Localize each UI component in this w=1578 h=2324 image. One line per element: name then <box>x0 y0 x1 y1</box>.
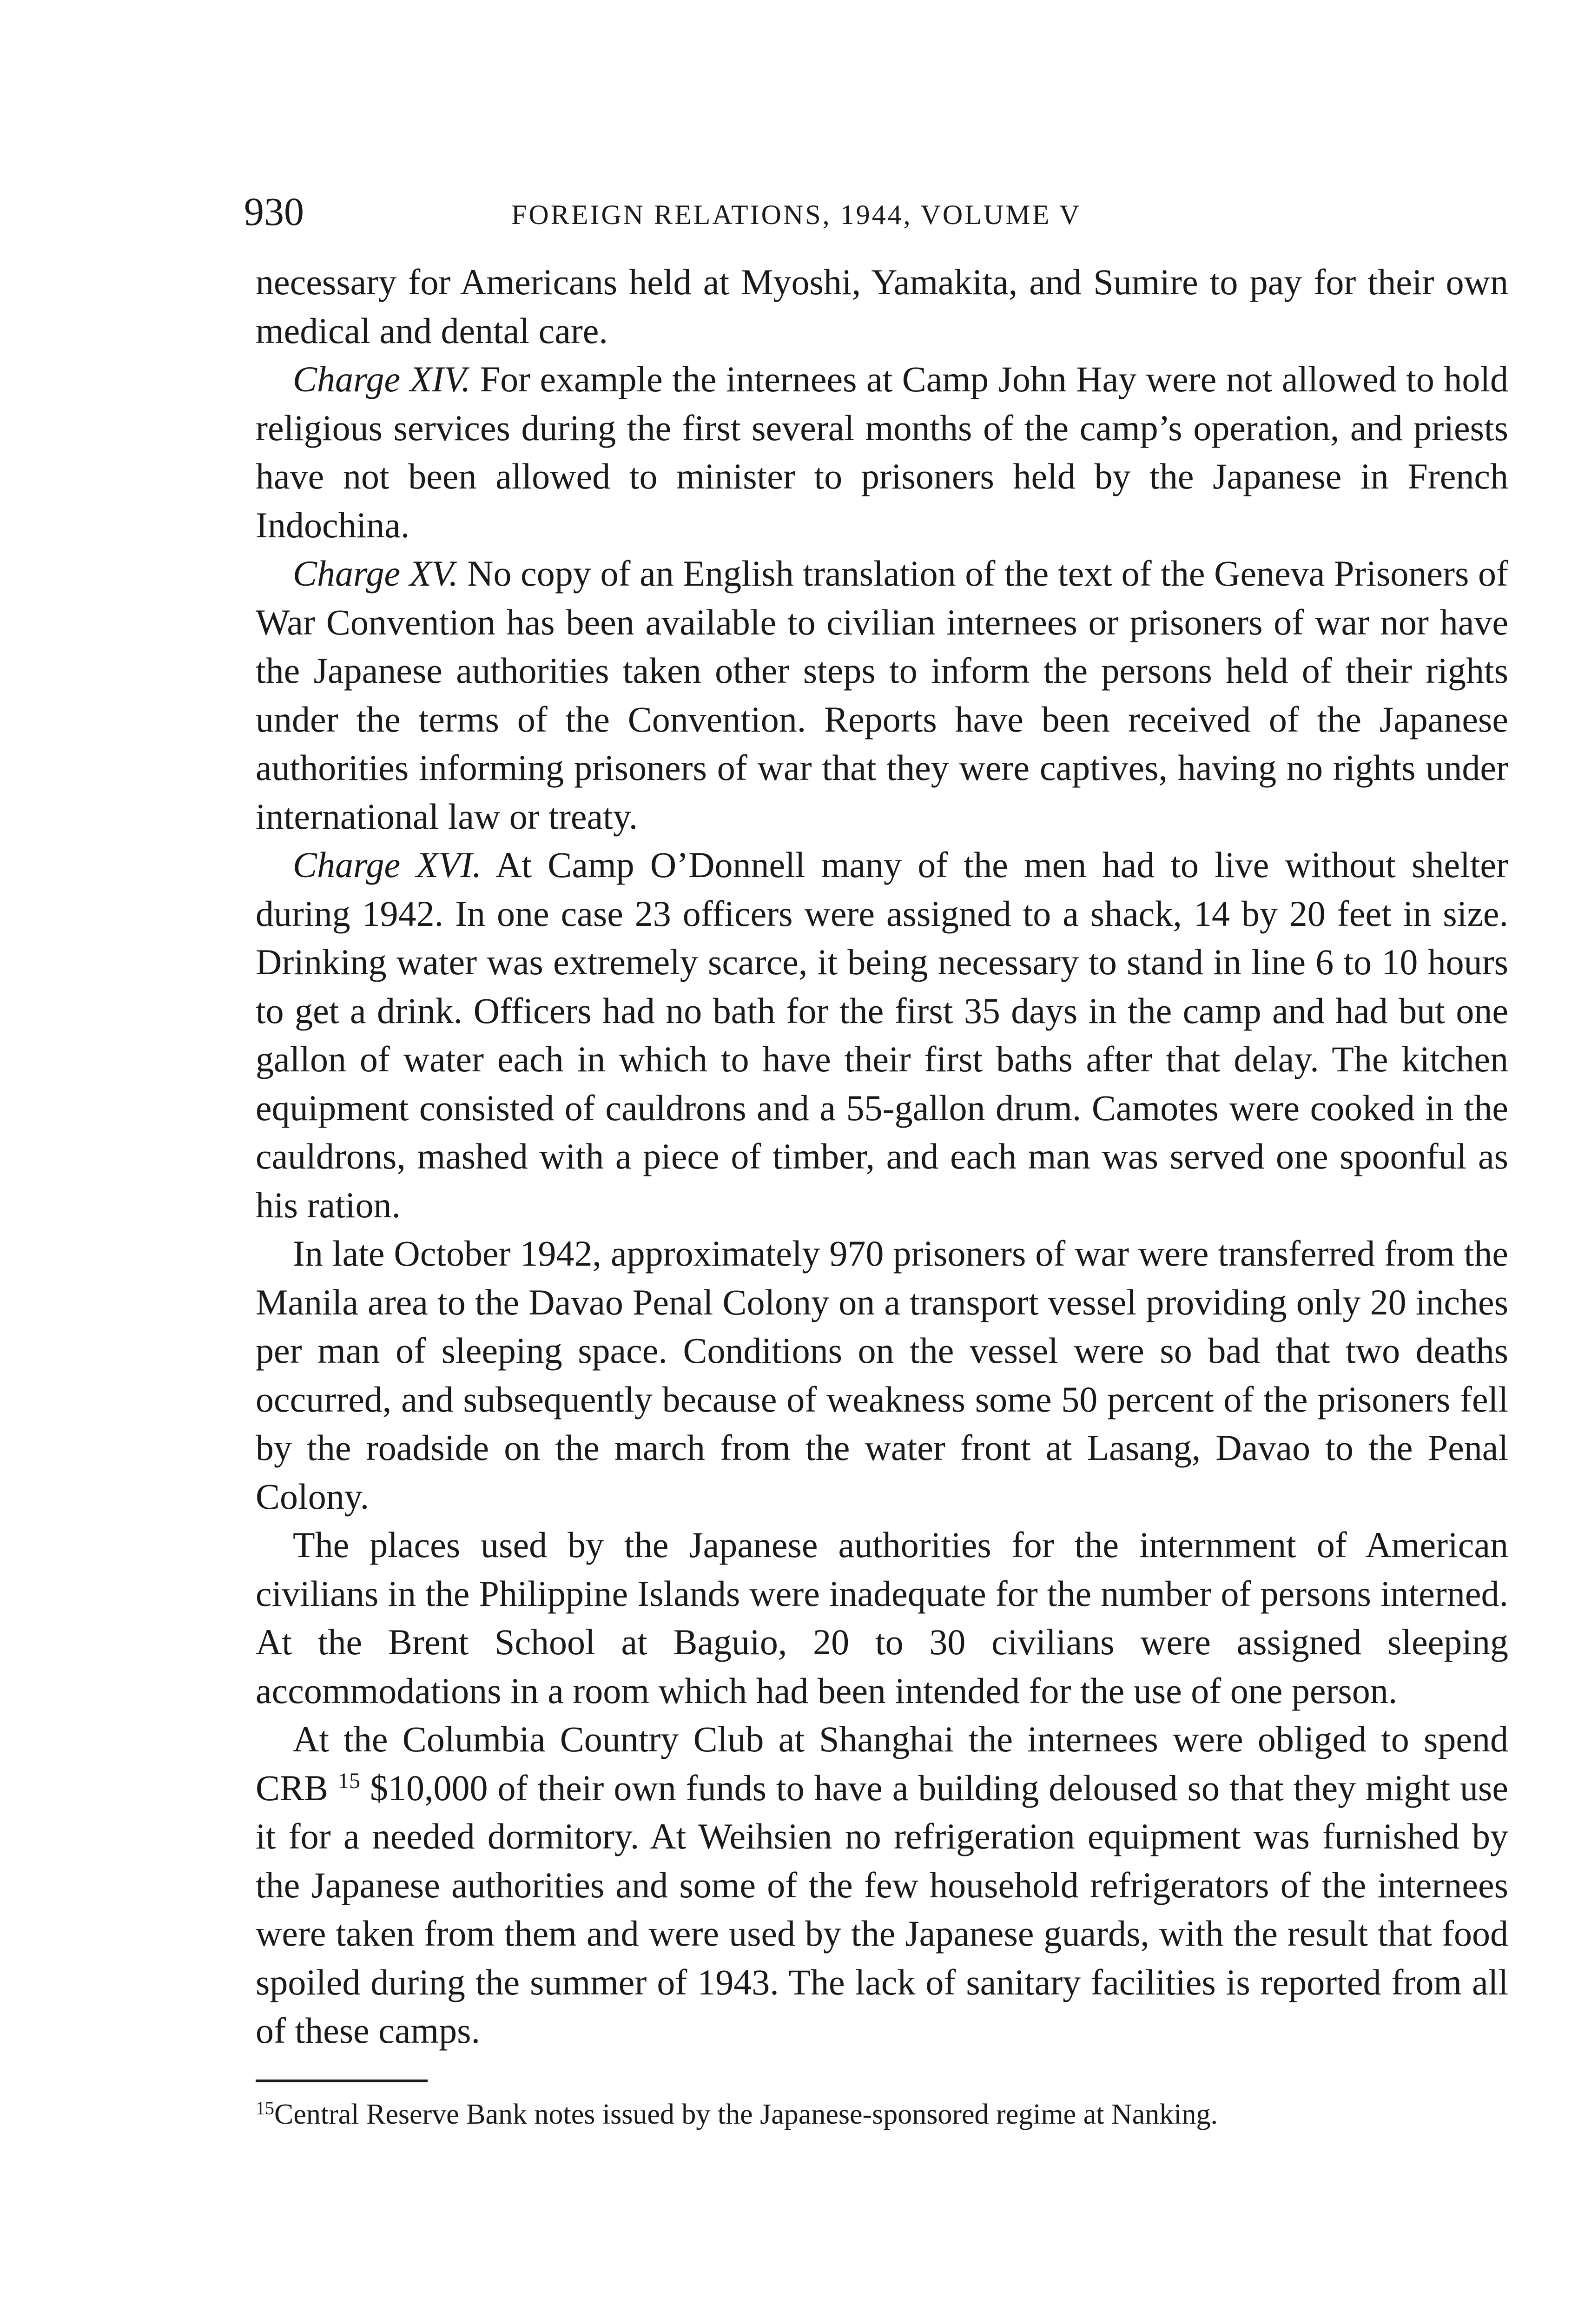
paragraph-davao-transfer: In late October 1942, approximately 970 prisoners of war were transferred from the Manila area to the Davao Penal Colony on a transport vessel providing only 20 inches per man of sleeping space. Conditions on the vessel were so bad that two deaths occurred, and subsequently because of weakness some 50 percent of the prisoners fell by the roadside on the march from the water front at Lasang, Davao to the Penal Colony. <box>256 1233 1508 1517</box>
page-number: 930 <box>244 189 304 234</box>
charge-label: Charge XIV. <box>293 359 471 399</box>
running-title: FOREIGN RELATIONS, 1944, VOLUME V <box>511 199 1082 230</box>
footnote <box>256 2095 1508 2133</box>
footnote-reference: 15 <box>338 1768 361 1793</box>
paragraph-philippine-internment: The places used by the Japanese authorities for the internment of American civilians in the Philippine Islands were inadequate for the number of persons interned. At the Brent School at Baguio, 20 to 30 civilians were assigned sleeping accommodations in a room which had been intended for the use of one person. <box>256 1525 1508 1711</box>
paragraph-columbia-country-club: At the Columbia Country Club at Shanghai the internees were obliged to spend CRB $^{15}$ $10,000 of their own funds to have a building deloused so that they might use it for a needed dormitory. At Weihsien no refrigeration equipment was furnished by the Japanese authorities and some of the few household refrigerators of the internees were taken from them and were used by the Japanese guards, with the result that food spoiled during the summer of 1943. The lack of sanitary facilities is reported from all of these camps. <box>256 1719 1508 2051</box>
paragraph-charge-xiv: Charge XIV. For example the internees at Camp John Hay were not allowed to hold religious services during the first several months of the camp’s operation, and priests have not been allowed to minister to prisoners held by the Japanese in French Indochina. <box>256 359 1508 545</box>
body-text <box>256 258 1508 2055</box>
paragraph-continuation: necessary for Americans held at Myoshi, Yamakita, and Sumire to pay for their own medical and dental care. <box>256 262 1508 351</box>
paragraph-charge-xv: Charge XV. No copy of an English translation of the text of the Geneva Prisoners of War Convention has been available to civilian internees or prisoners of war nor have the Japanese authorities taken other steps to inform the persons held of their rights under the terms of the Convention. Reports have been received of the Japanese authorities informing prisoners of war that they were captives, having no rights under international law or treaty. <box>256 553 1509 837</box>
charge-label: Charge XV. <box>293 553 458 594</box>
footnote-text: Central Reserve Bank notes issued by the Japanese-sponsored regime at Nanking. <box>274 2098 1218 2130</box>
footnote-number: 15 <box>256 2097 274 2119</box>
charge-label: Charge XVI. <box>293 845 482 885</box>
footnote-divider <box>256 2080 428 2082</box>
paragraph-charge-xvi: Charge XVI. At Camp O’Donnell many of the men had to live without shelter during 1942. In one case 23 officers were assigned to a shack, 14 by 20 feet in size. Drinking water was extremely scarce, it being necessary to stand in line 6 to 10 hours to get a drink. Officers had no bath for the first 35 days in the camp and had but one gallon of water each in which to have their first baths after that delay. The kitchen equipment consisted of cauldrons and a 55-gallon drum. Camotes were cooked in the cauldrons, mashed with a piece of timber, and each man was served one spoonful as his ration. <box>256 845 1508 1225</box>
running-head <box>244 186 1508 237</box>
document-page <box>244 186 1509 2133</box>
